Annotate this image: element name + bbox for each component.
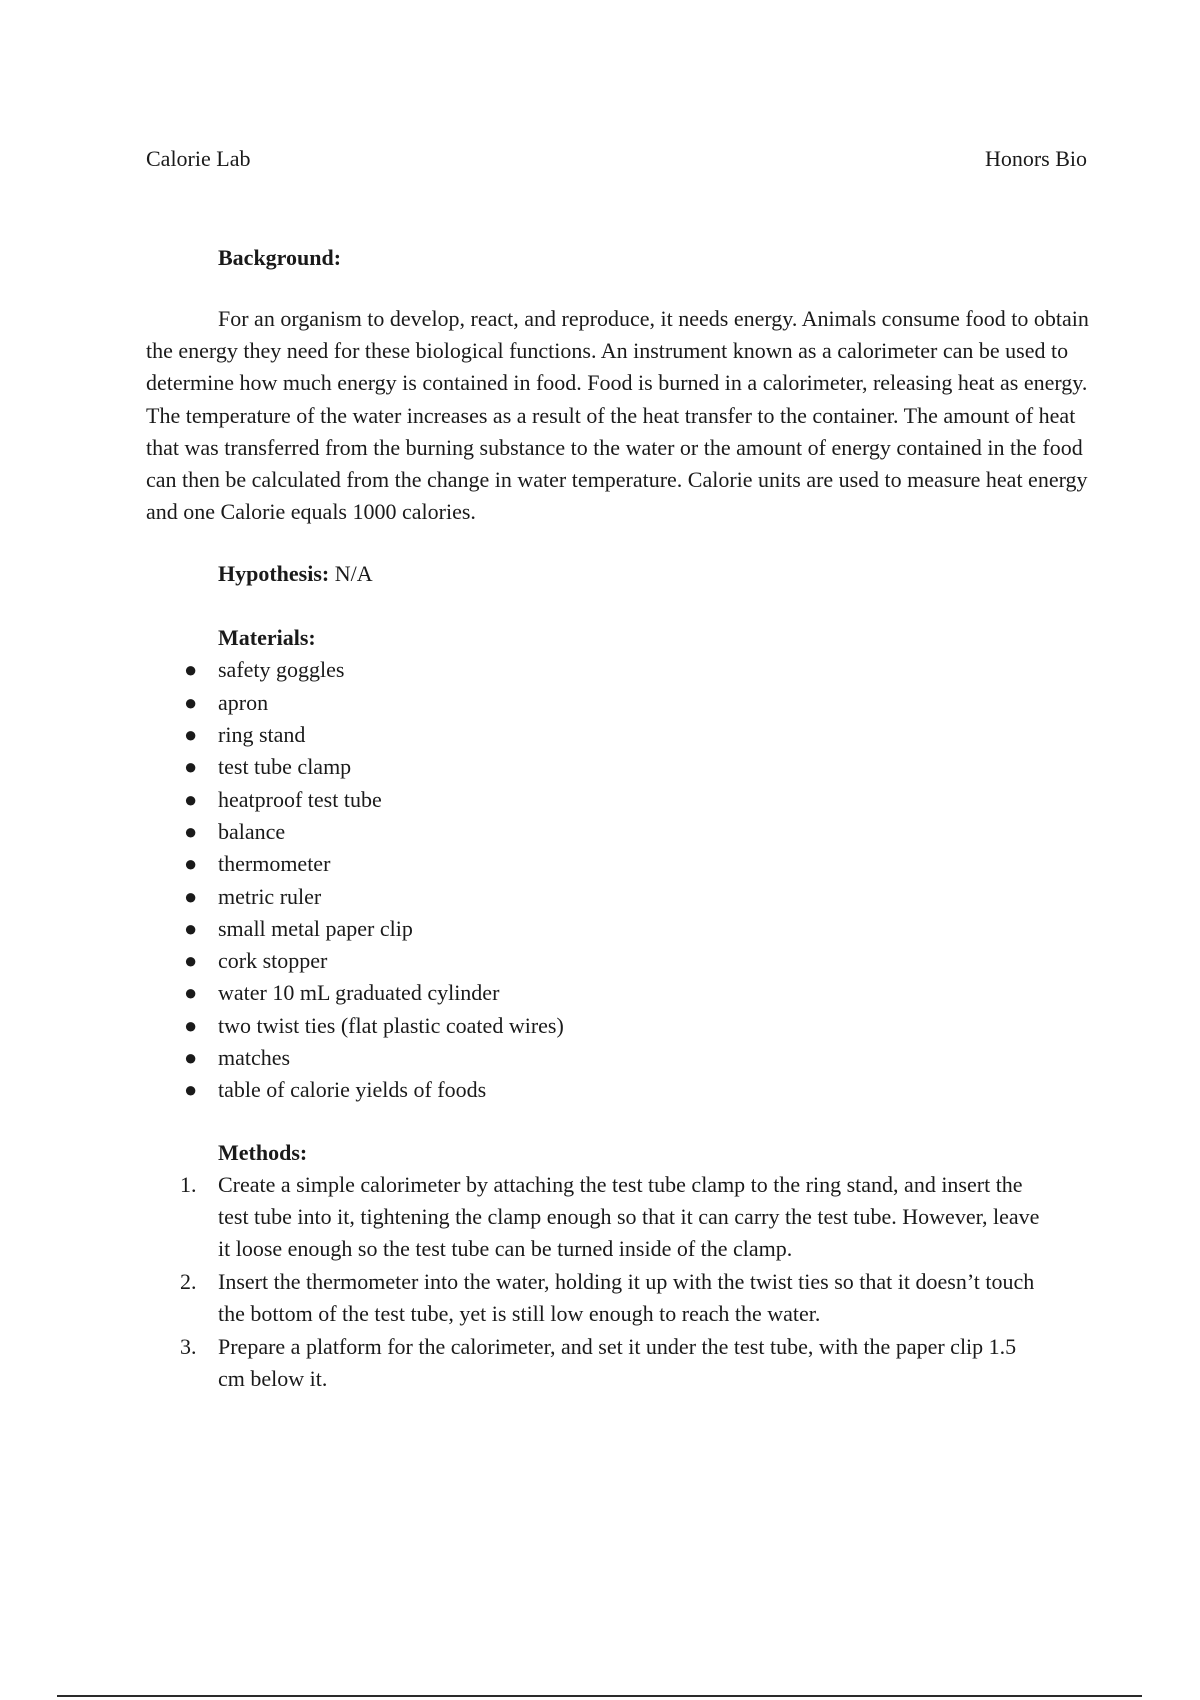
bullet-icon: ● [184, 883, 198, 909]
bullet-icon: ● [184, 948, 198, 974]
page-bottom-rule [57, 1695, 1142, 1697]
hypothesis-value: N/A [334, 561, 373, 587]
list-item: ● table of calorie yields of foods [146, 1074, 1098, 1106]
list-item: ● two twist ties (flat plastic coated wires) [146, 1010, 1098, 1042]
document-body [146, 242, 1098, 1395]
bullet-icon: ● [184, 754, 198, 780]
list-item: ● water 10 mL graduated cylinder [146, 977, 1098, 1009]
hypothesis-line [146, 558, 1098, 590]
list-item: ● metric ruler [146, 881, 1098, 913]
step-number: 2. [180, 1268, 197, 1294]
background-heading: Background: [218, 245, 342, 270]
header-course-title: Calorie Lab [146, 146, 251, 171]
method-step [146, 1331, 1048, 1396]
methods-heading: Methods: [218, 1139, 308, 1165]
step-number: 3. [180, 1333, 197, 1359]
methods-list [146, 1169, 1098, 1396]
step-text: Prepare a platform for the calorimeter, and set it under the test tube, with the paper clip 1.5 cm below it. [218, 1333, 1017, 1392]
bullet-icon: ● [184, 722, 198, 748]
bullet-icon: ● [184, 818, 198, 844]
list-item: ● heatproof test tube [146, 784, 1098, 816]
step-text: Insert the thermometer into the water, holding it up with the twist ties so that it doesn’t touch the bottom of the test tube, yet is still low enough to reach the water. [218, 1268, 1035, 1327]
list-item: ● small metal paper clip [146, 913, 1098, 945]
bullet-icon: ● [184, 657, 198, 683]
list-item: ● ring stand [146, 719, 1098, 751]
bullet-icon: ● [184, 1077, 198, 1103]
step-number: 1. [180, 1171, 197, 1197]
bullet-icon: ● [184, 786, 198, 812]
bullet-icon: ● [184, 851, 198, 877]
background-paragraph: For an organism to develop, react, and reproduce, it needs energy. Animals consume food to obtain the energy they need for these biological functions. An instrument known as a calorimeter can be used to determine how much energy is contained in food. Food is burned in a calorimeter, releasing heat as energy. The temperature of the water increases as a result of the heat transfer to the container. The amount of heat that was transferred from the burning substance to the water or the amount of energy contained in the food can then be calculated from the change in water temperature. Calorie units are used to measure heat energy and one Calorie equals 1000 calories. [146, 306, 1089, 525]
bullet-icon: ● [184, 980, 198, 1006]
materials-heading: Materials: [218, 625, 316, 651]
bullet-icon: ● [184, 1012, 198, 1038]
list-item: ● apron [146, 687, 1098, 719]
list-item: ● safety goggles [146, 654, 1098, 686]
hypothesis-label: Hypothesis: [218, 561, 330, 587]
materials-list [146, 654, 1098, 1106]
bullet-icon: ● [184, 1044, 198, 1070]
list-item: ● test tube clamp [146, 751, 1098, 783]
bullet-icon: ● [184, 689, 198, 715]
bullet-icon: ● [184, 915, 198, 941]
method-step [146, 1266, 1048, 1331]
step-text: Create a simple calorimeter by attaching the test tube clamp to the ring stand, and insert the test tube into it, tightening the clamp enough so that it can carry the test tube. However, leave it loose enough so the test tube can be turned inside of the clamp. [218, 1171, 1040, 1262]
list-item: ● thermometer [146, 848, 1098, 880]
method-step [146, 1169, 1048, 1266]
list-item: ● matches [146, 1042, 1098, 1074]
list-item: ● cork stopper [146, 945, 1098, 977]
header-class-name: Honors Bio [984, 146, 1087, 171]
list-item: ● balance [146, 816, 1098, 848]
